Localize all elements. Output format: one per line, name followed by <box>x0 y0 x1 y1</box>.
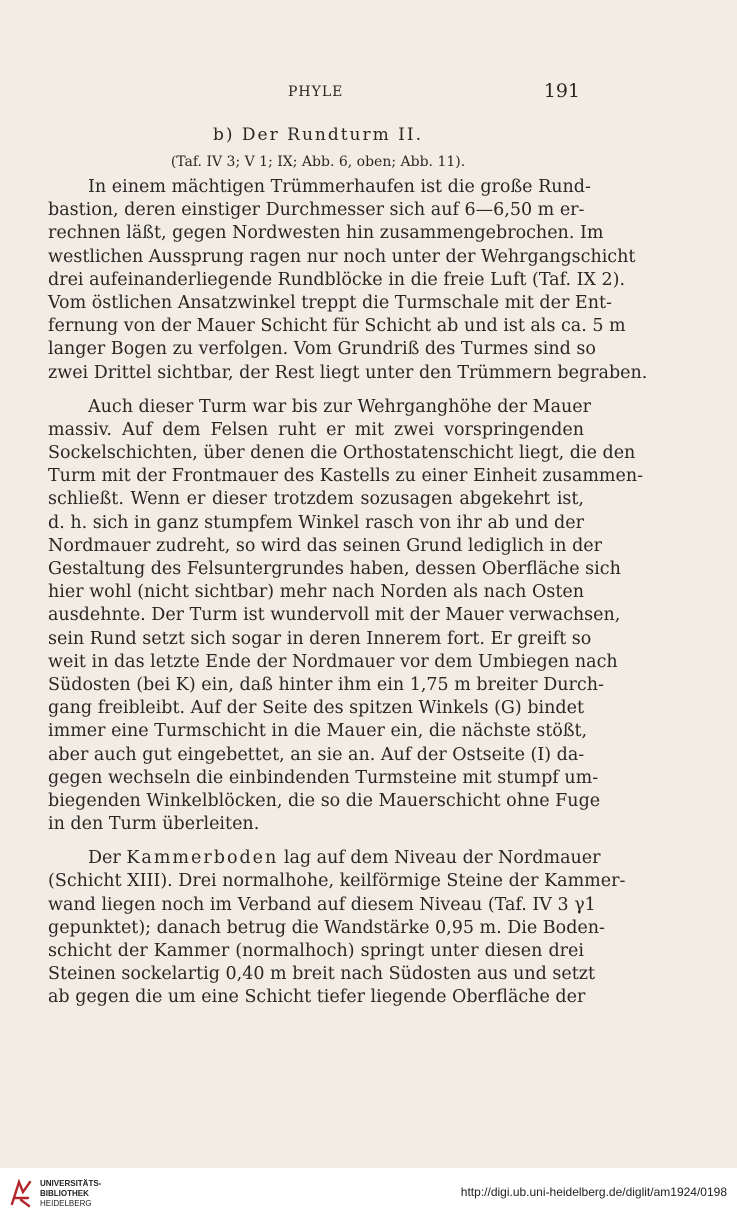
text-line: Auch dieser Turm war bis zur Wehrganghöhe der Mauer <box>88 396 592 417</box>
section-title: b) Der Rundturm II. <box>213 125 423 145</box>
text-line: rechnen läßt, gegen Nordwesten hin zusammengebrochen. Im <box>48 223 604 244</box>
text-line: in den Turm überleiten. <box>48 814 260 835</box>
section-reference: (Taf. IV 3; V 1; IX; Abb. 6, oben; Abb. 11). <box>170 154 466 170</box>
text-line: massiv. Auf dem Felsen ruht er mit zwei vorspringenden <box>48 419 584 440</box>
paragraph-3 <box>48 847 626 1009</box>
text-line: bastion, deren einstiger Durchmesser sich auf 6—6,50 m er- <box>48 200 585 221</box>
text-line: fernung von der Mauer Schicht für Schicht ab und ist als ca. 5 m <box>48 316 626 337</box>
text-line: sein Rund setzt sich sogar in deren Innerem fort. Er greift so <box>48 628 592 649</box>
text-line <box>48 847 601 870</box>
text-line: Vom östlichen Ansatzwinkel treppt die Turmschale mit der Ent- <box>48 292 612 313</box>
page-number: 191 <box>543 80 580 102</box>
text-line: Südosten (bei K) ein, daß hinter ihm ein 1,75 m breiter Durch- <box>48 674 604 695</box>
body-text <box>48 176 648 1010</box>
text-line: drei aufeinanderliegende Rundblöcke in die freie Luft (Taf. IX 2). <box>48 269 626 290</box>
text-line: hier wohl (nicht sichtbar) mehr nach Norden als nach Osten <box>48 582 584 603</box>
text-line: zwei Drittel sichtbar, der Rest liegt unter den Trümmern begraben. <box>48 362 648 383</box>
running-head: PHYLE <box>288 84 344 100</box>
text-line: ausdehnte. Der Turm ist wundervoll mit der Mauer verwachsen, <box>48 605 621 626</box>
spaced-term: Kammerboden <box>126 848 279 869</box>
permalink-url[interactable]: http://digi.ub.uni-heidelberg.de/diglit/am1924/0198 <box>460 1185 727 1199</box>
paragraph-1 <box>48 176 648 385</box>
digitization-footer <box>0 1168 737 1221</box>
paragraph-2 <box>48 396 644 837</box>
library-name-line: UNIVERSITÄTS- <box>40 1179 102 1188</box>
text-line: immer eine Turmschicht in die Mauer ein, die nächste stößt, <box>48 721 588 742</box>
library-name-line: HEIDELBERG <box>40 1199 92 1208</box>
text-line: (Schicht XIII). Drei normalhohe, keilförmige Steine der Kammer- <box>48 871 626 892</box>
page-header <box>48 80 588 104</box>
text-line: d. h. sich in ganz stumpfem Winkel rasch von ihr ab und der <box>48 512 584 533</box>
text-line: ab gegen die um eine Schicht tiefer liegende Oberfläche der <box>48 987 586 1008</box>
text-line: wand liegen noch im Verband auf diesem Niveau (Taf. IV 3 γ1 <box>48 894 596 915</box>
text-line: Gestaltung des Felsuntergrundes haben, dessen Oberfläche sich <box>48 559 621 579</box>
text-line: In einem mächtigen Trümmerhaufen ist die große Rund- <box>88 177 591 197</box>
university-library-logo-icon <box>8 1178 34 1208</box>
text-line: langer Bogen zu verfolgen. Vom Grundriß des Turmes sind so <box>48 339 596 360</box>
text-line: gegen wechseln die einbindenden Turmsteine mit stumpf um- <box>48 767 599 788</box>
text-line: schicht der Kammer (normalhoch) springt unter diesen drei <box>48 941 584 961</box>
text-line: Turm mit der Frontmauer des Kastells zu einer Einheit zusammen- <box>48 466 644 487</box>
text-line: aber auch gut eingebettet, an sie an. Auf der Ostseite (I) da- <box>48 744 585 765</box>
text-line: weit in das letzte Ende der Nordmauer vor dem Umbiegen nach <box>48 651 618 672</box>
text-line: Sockelschichten, über denen die Orthostatenschicht liegt, die den <box>48 443 636 464</box>
library-name-line: BIBLIOTHEK <box>40 1189 89 1198</box>
text-line: Nordmauer zudreht, so wird das seinen Grund lediglich in der <box>48 535 602 556</box>
text-line: gang freibleibt. Auf der Seite des spitzen Winkels (G) bindet <box>48 698 584 719</box>
text-fragment: lag auf dem Niveau der Nordmauer <box>278 848 601 869</box>
text-line: Steinen sockelartig 0,40 m breit nach Südosten aus und setzt <box>48 964 596 985</box>
text-fragment: Der <box>88 848 127 869</box>
library-name <box>40 1179 101 1209</box>
text-line: biegenden Winkelblöcken, die so die Mauerschicht ohne Fuge <box>48 790 601 811</box>
text-line: schließt. Wenn er dieser trotzdem sozusagen abgekehrt ist, <box>48 489 584 510</box>
text-line: gepunktet); danach betrug die Wandstärke 0,95 m. Die Boden- <box>48 917 605 938</box>
text-line: westlichen Aussprung ragen nur noch unter der Wehrgangschicht <box>48 246 636 267</box>
